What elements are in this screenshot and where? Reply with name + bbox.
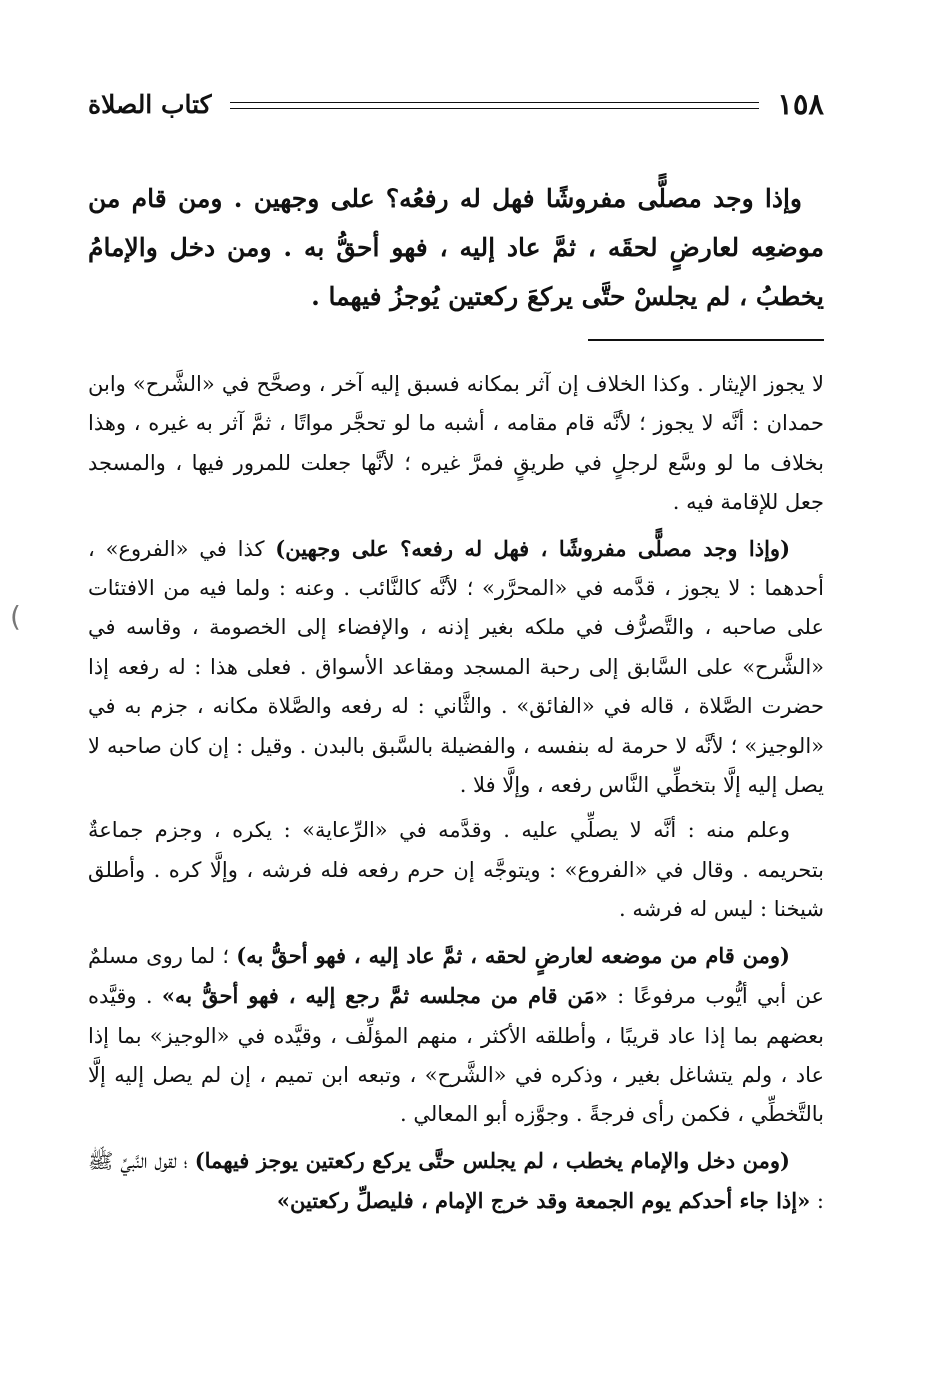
page-number: ١٥٨ [777,87,824,121]
main-text-line: لعارضٍ لحقَه ، ثمَّ عاد إليه ، فهو أحقُّ به . ومن دخل والإمامُ يخطبُ ، لم [88,233,824,311]
commentary-text: . وقيَّده بعضهم بما إذا عاد قريبًا ، وأطلقه الأكثر ، منهم المؤلِّف ، وقيَّده في «الوجيز» بما إذا عاد ، ولم يتشاغل بغير ، وذكره في «الشَّرح» ، وتبعه ابن تميم ، إن لم يصل إليه إلَّا بالتَّخطِّي ، فكمن رأى فرجةً . وجوَّزه أبو المعالي . [88,984,824,1127]
running-header [88,78,824,130]
hadith-quote: «مَن قام من مجلسه ثمَّ رجع إليه ، فهو أحقُّ به» [161,983,608,1009]
main-text [88,174,824,321]
commentary-text: كذا في «الفروع» ، أحدهما : لا يجوز ، قدَّمه في «المحرَّر» ؛ لأنَّه كالنَّائب . وعنه : ولما فيه من الافتئات على صاحبه ، والتَّصرُّف في ملكه بغير إذنه ، والإفضاء إلى الخصومة ، وقاسه في «الشَّرح» على السَّابق إلى رحبة المسجد ومقاعد الأسواق . فعلى هذا : له رفعه إذا حضرت الصَّلاة ، قاله في «الفائق» . والثَّاني : له رفعه والصَّلاة مكانه ، جزم به في «الوجيز» ؛ لأنَّه لا حرمة له بنفسه ، والفضيلة بالسَّبق بالبدن . وقيل : إن كان صاحبه لا يصل إليه إلَّا بتخطِّي النَّاس رفعه ، وإلَّا فلا . [88,536,824,798]
book-title: كتاب الصلاة [88,89,212,119]
separator-rule [588,339,824,341]
main-text-line: يجلسْ حتَّى يركعَ ركعتين يُوجزُ فيهما . [311,282,698,311]
commentary [88,365,824,1222]
margin-bracket-mark: ) [10,600,21,633]
commentary-paragraph [88,529,824,806]
main-text-line: وإذا وجد مصلًّى مفروشًا فهل له رفعُه؟ على وجهين . ومن قام من موضعِه [88,184,824,262]
quoted-lemma: (وإذا وجد مصلًّى مفروشًا ، فهل له رفعه؟ على وجهين) [275,535,791,561]
commentary-paragraph [88,936,824,1135]
commentary-paragraph [88,1141,824,1222]
commentary-text: ؛ لما روى مسلمٌ عن أبي أيُّوب مرفوعًا : [88,943,824,1009]
quoted-lemma: (ومن قام من موضعه لعارضٍ لحقه ، ثمَّ عاد إليه ، فهو أحقُّ به) [236,942,790,968]
quoted-lemma: (ومن دخل والإمام يخطب ، لم يجلس حتَّى يركع ركعتين يوجز فيهما) [194,1147,790,1173]
header-rule [230,102,760,109]
commentary-text: ؛ لقول النَّبيِّ ﷺ : [88,1148,824,1214]
commentary-paragraph: وعلم منه : أنَّه لا يصلِّي عليه . وقدَّمه في «الرِّعاية» : يكره ، وجزم جماعةٌ بتحريمه . وقال في «الفروع» : ويتوجَّه إن حرم رفعه فله فرشه ، وإلَّا كره . وأطلق شيخنا : ليس له فرشه . [88,818,824,922]
commentary-paragraph: لا يجوز الإيثار . وكذا الخلاف إن آثر بمكانه فسبق إليه آخر ، وصحَّح في «الشَّرح» وابن حمدان : أنَّه لا يجوز ؛ لأنَّه قام مقامه ، أشبه ما لو تحجَّر مواتًا ، ثمَّ آثر به غيره ، وهذا بخلاف ما لو وسَّع لرجلٍ في طريقٍ فمرَّ غيره ؛ لأنَّها جعلت للمرور فيها ، والمسجد جعل للإقامة فيه . [88,372,824,515]
hadith-quote: «إذا جاء أحدكم يوم الجمعة وقد خرج الإمام ، فليصلِّ ركعتين» [276,1188,811,1214]
book-page [88,78,824,1228]
